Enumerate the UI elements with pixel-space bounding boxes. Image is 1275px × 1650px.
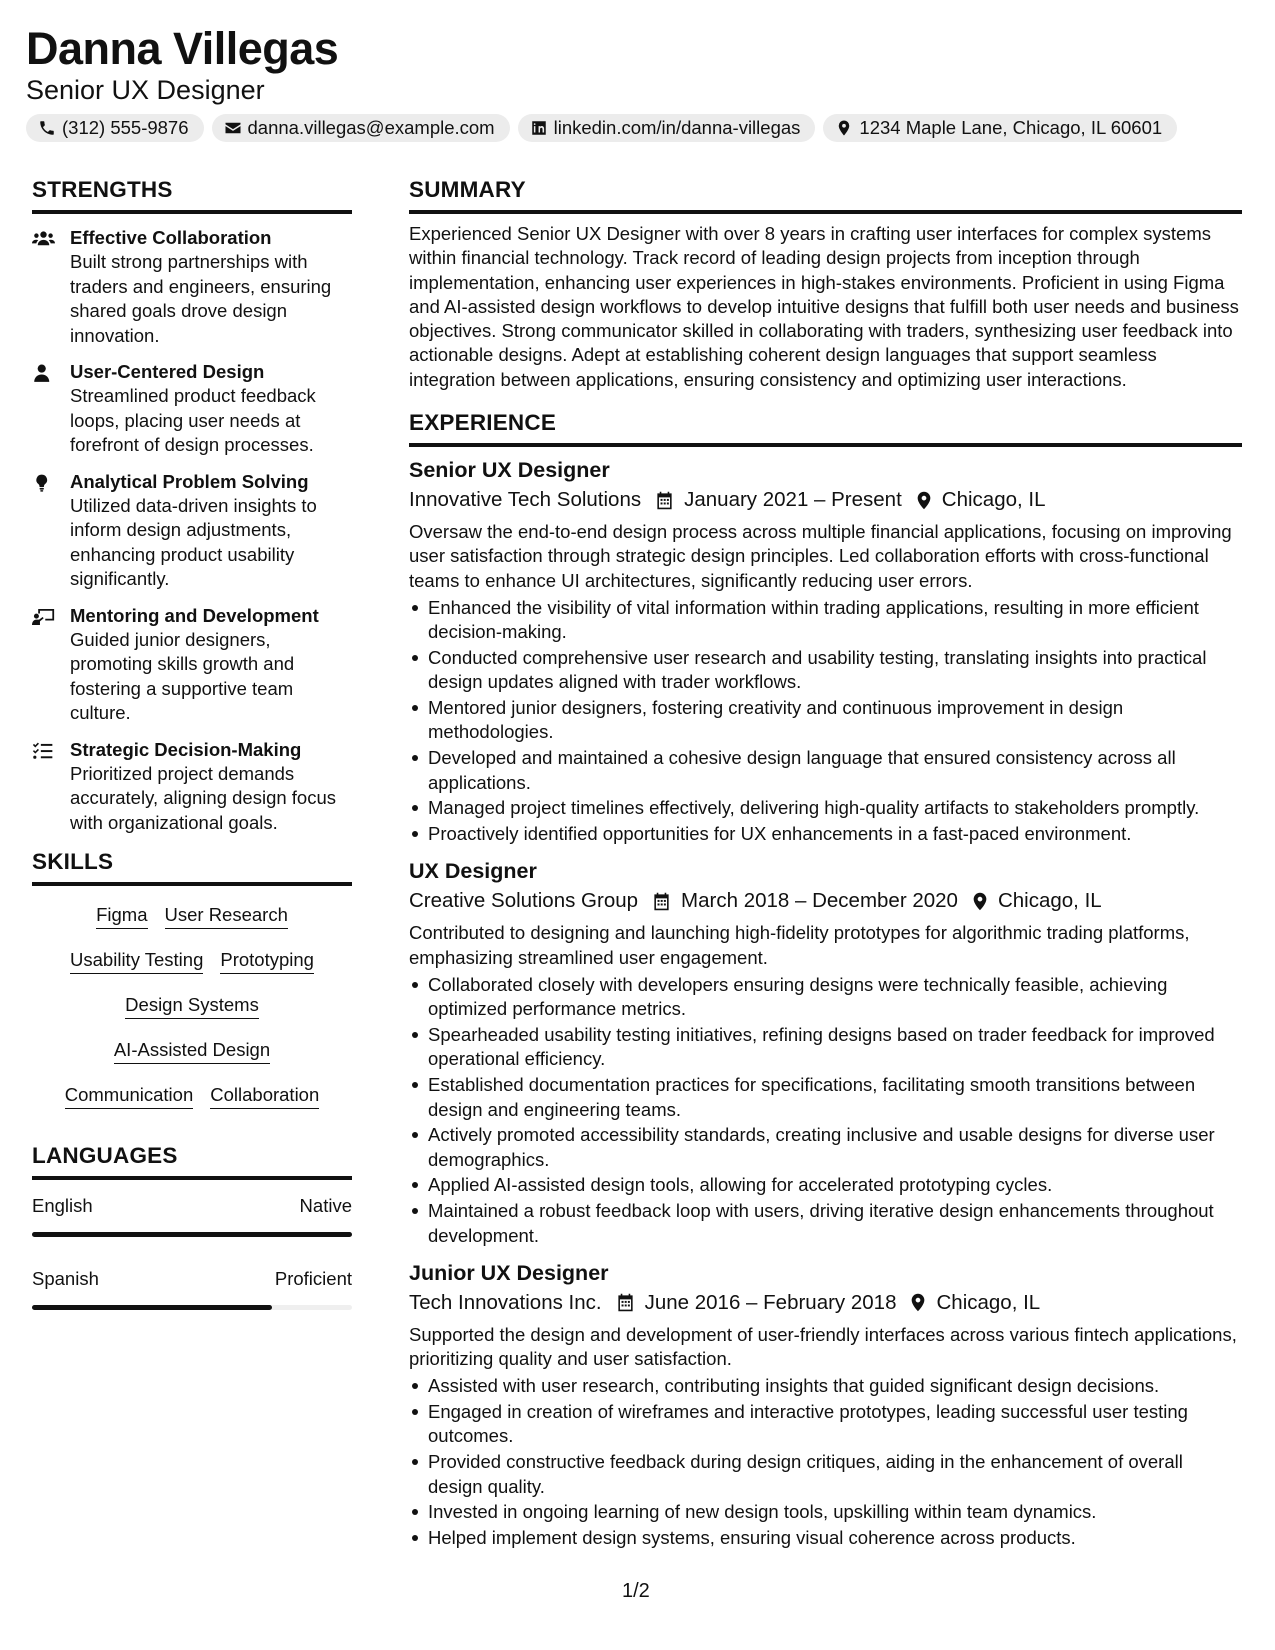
skill-tag: Design Systems [125, 992, 259, 1019]
left-column [32, 175, 352, 1310]
skills-heading: SKILLS [32, 847, 352, 886]
experience-section [409, 408, 1242, 1550]
job-title: Junior UX Designer [409, 1260, 609, 1285]
user-icon [32, 363, 55, 383]
job-meta [409, 486, 1242, 514]
calendar-icon [655, 491, 674, 510]
map-pin-icon [972, 892, 988, 911]
job-entry [409, 455, 1242, 846]
list-check-icon [32, 741, 55, 761]
summary-section [409, 175, 1242, 392]
job-achievements [409, 1374, 1242, 1550]
job-entry [409, 1258, 1242, 1551]
language-item [32, 1267, 352, 1310]
job-company: Tech Innovations Inc. [409, 1290, 602, 1314]
skill-tag: Prototyping [220, 947, 314, 974]
strength-desc: Guided junior designers, promoting skills growth and fostering a supportive team culture. [70, 628, 295, 723]
job-title: UX Designer [409, 859, 537, 884]
strength-desc: Prioritized project demands accurately, aligning design focus with organizational goals. [70, 762, 337, 833]
page-number: 1/2 [622, 1580, 650, 1602]
job-title: Senior UX Designer [409, 458, 610, 483]
language-level-fill [32, 1305, 272, 1310]
achievement-item: Helped implement design systems, ensuring visual coherence across products. [409, 1526, 1242, 1550]
candidate-title: Senior UX Designer [26, 75, 265, 105]
language-name: English [32, 1195, 93, 1216]
achievement-item: Invested in ongoing learning of new design tools, upskilling within team dynamics. [409, 1500, 1242, 1524]
skill-tag: AI-Assisted Design [114, 1037, 270, 1064]
strength-title: Mentoring and Development [70, 604, 319, 626]
job-company: Creative Solutions Group [409, 889, 639, 913]
experience-heading: EXPERIENCE [409, 408, 1242, 447]
languages-section [32, 1141, 352, 1310]
skills-section [32, 847, 352, 1119]
skill-tag: User Research [165, 902, 288, 929]
strength-desc: Utilized data-driven insights to inform design adjustments, enhancing product usability significantly. [70, 494, 317, 589]
job-dates: June 2016 – February 2018 [644, 1290, 897, 1314]
contact-phone[interactable] [26, 114, 204, 142]
job-meta [409, 1289, 1242, 1317]
achievement-item: Provided constructive feedback during design critiques, aiding in the enhancement of overall design quality. [409, 1450, 1242, 1499]
strength-desc: Built strong partnerships with traders and engineers, ensuring shared goals drove design innovation. [70, 251, 332, 346]
strength-title: Effective Collaboration [70, 227, 272, 248]
strength-title: Analytical Problem Solving [70, 470, 309, 492]
strength-item [32, 470, 352, 592]
calendar-icon [652, 892, 671, 911]
strength-title: User-Centered Design [70, 361, 265, 382]
contact-email-text: danna.villegas@example.com [247, 117, 495, 138]
strengths-heading: STRENGTHS [32, 175, 352, 214]
phone-icon [38, 119, 56, 137]
summary-text: Experienced Senior UX Designer with over 8 years in crafting user interfaces for complex systems within financial technology. Track record of leading design projects from inception through implementation, enhancing user experiences in high-stakes environments. Proficient in using Figma and AI-assisted design workflows to develop intuitive designs that fulfill both user needs and business objectives. Strong communicator skilled in collaborating with traders, synthesizing user feedback into actionable designs. Adept at establishing coherent design languages that support seamless integration between applications, ensuring consistency and optimizing user interactions. [409, 223, 1239, 390]
language-level-fill [32, 1232, 352, 1237]
strength-item [32, 226, 352, 348]
language-level: Native [299, 1195, 352, 1216]
lightbulb-icon [32, 473, 55, 493]
skill-tag: Usability Testing [70, 947, 203, 974]
language-level-bar [32, 1305, 352, 1310]
contact-email[interactable] [212, 114, 510, 142]
map-pin-icon [910, 1293, 926, 1312]
job-description: Contributed to designing and launching high-fidelity prototypes for algorithmic trading platforms, emphasizing streamlined user engagement. [409, 922, 1190, 968]
language-level-bar [32, 1232, 352, 1237]
right-column [409, 175, 1242, 1552]
strength-desc: Streamlined product feedback loops, placing user needs at forefront of design processes. [70, 385, 316, 455]
language-name: Spanish [32, 1268, 99, 1289]
users-icon [32, 229, 55, 249]
achievement-item: Proactively identified opportunities for UX enhancements in a fast-paced environment. [409, 822, 1242, 846]
language-item [32, 1194, 352, 1237]
achievement-item: Conducted comprehensive user research and usability testing, translating insights into practical design updates aligned with trader workflows. [409, 646, 1242, 695]
strength-title: Strategic Decision-Making [70, 738, 302, 760]
achievement-item: Established documentation practices for specifications, facilitating smooth transitions between design and engineering teams. [409, 1073, 1242, 1122]
skill-tag: Communication [65, 1082, 194, 1109]
achievement-item: Applied AI-assisted design tools, allowing for accelerated prototyping cycles. [409, 1173, 1242, 1197]
contact-address [823, 114, 1177, 142]
calendar-icon [616, 1293, 635, 1312]
chalkboard-teacher-icon [32, 607, 55, 627]
summary-heading: SUMMARY [409, 175, 1242, 214]
job-location: Chicago, IL [936, 1290, 1041, 1314]
job-dates: January 2021 – Present [684, 488, 902, 512]
resume-header [26, 22, 1256, 142]
job-meta [409, 887, 1242, 915]
contact-address-text: 1234 Maple Lane, Chicago, IL 60601 [859, 117, 1163, 138]
map-pin-icon [835, 119, 853, 137]
achievement-item: Engaged in creation of wireframes and interactive prototypes, leading successful user testing outcomes. [409, 1400, 1242, 1449]
contact-linkedin-text: linkedin.com/in/danna-villegas [553, 117, 801, 138]
job-achievements [409, 973, 1242, 1248]
achievement-item: Spearheaded usability testing initiatives, refining designs based on trader feedback for improved operational efficiency. [409, 1023, 1242, 1072]
skill-tag: Figma [96, 902, 147, 929]
language-level: Proficient [274, 1268, 352, 1289]
envelope-icon [224, 119, 242, 137]
linkedin-icon [530, 119, 548, 137]
achievement-item: Mentored junior designers, fostering creativity and continuous improvement in design methodologies. [409, 696, 1242, 745]
job-dates: March 2018 – December 2020 [681, 889, 958, 913]
job-entry [409, 856, 1242, 1247]
job-achievements [409, 596, 1242, 846]
map-pin-icon [916, 491, 932, 510]
contact-phone-text: (312) 555-9876 [62, 117, 189, 138]
strength-item [32, 360, 352, 458]
strength-item [32, 738, 352, 836]
skill-tag: Collaboration [210, 1082, 319, 1109]
candidate-name: Danna Villegas [26, 23, 339, 74]
achievement-item: Managed project timelines effectively, delivering high-quality artifacts to stakeholders promptly. [409, 796, 1242, 820]
contact-linkedin[interactable] [518, 114, 816, 142]
achievement-item: Developed and maintained a cohesive design language that ensured consistency across all applications. [409, 746, 1242, 795]
achievement-item: Enhanced the visibility of vital information within trading applications, resulting in more efficient decision-making. [409, 596, 1242, 645]
achievement-item: Maintained a robust feedback loop with users, driving iterative design enhancements throughout development. [409, 1199, 1242, 1248]
job-location: Chicago, IL [997, 889, 1102, 913]
skills-list [32, 894, 352, 1119]
job-description: Supported the design and development of user-friendly interfaces across various fintech applications, prioritizing quality and user satisfaction. [409, 1323, 1237, 1370]
contact-bar [26, 114, 1256, 142]
job-description: Oversaw the end-to-end design process across multiple financial applications, focusing on improving user satisfaction through strategic design principles. Led collaboration efforts with cross-functional teams to enhance UI architectures, significantly reducing user errors. [409, 521, 1232, 591]
strengths-section [32, 175, 352, 835]
job-company: Innovative Tech Solutions [409, 488, 642, 512]
languages-heading: LANGUAGES [32, 1141, 352, 1180]
strength-item [32, 604, 352, 726]
achievement-item: Assisted with user research, contributing insights that guided significant design decisions. [409, 1374, 1242, 1398]
achievement-item: Actively promoted accessibility standards, creating inclusive and usable designs for diverse user demographics. [409, 1123, 1242, 1172]
job-location: Chicago, IL [941, 488, 1046, 512]
job-list [409, 455, 1242, 1550]
achievement-item: Collaborated closely with developers ensuring designs were technically feasible, achieving optimized performance metrics. [409, 973, 1242, 1022]
